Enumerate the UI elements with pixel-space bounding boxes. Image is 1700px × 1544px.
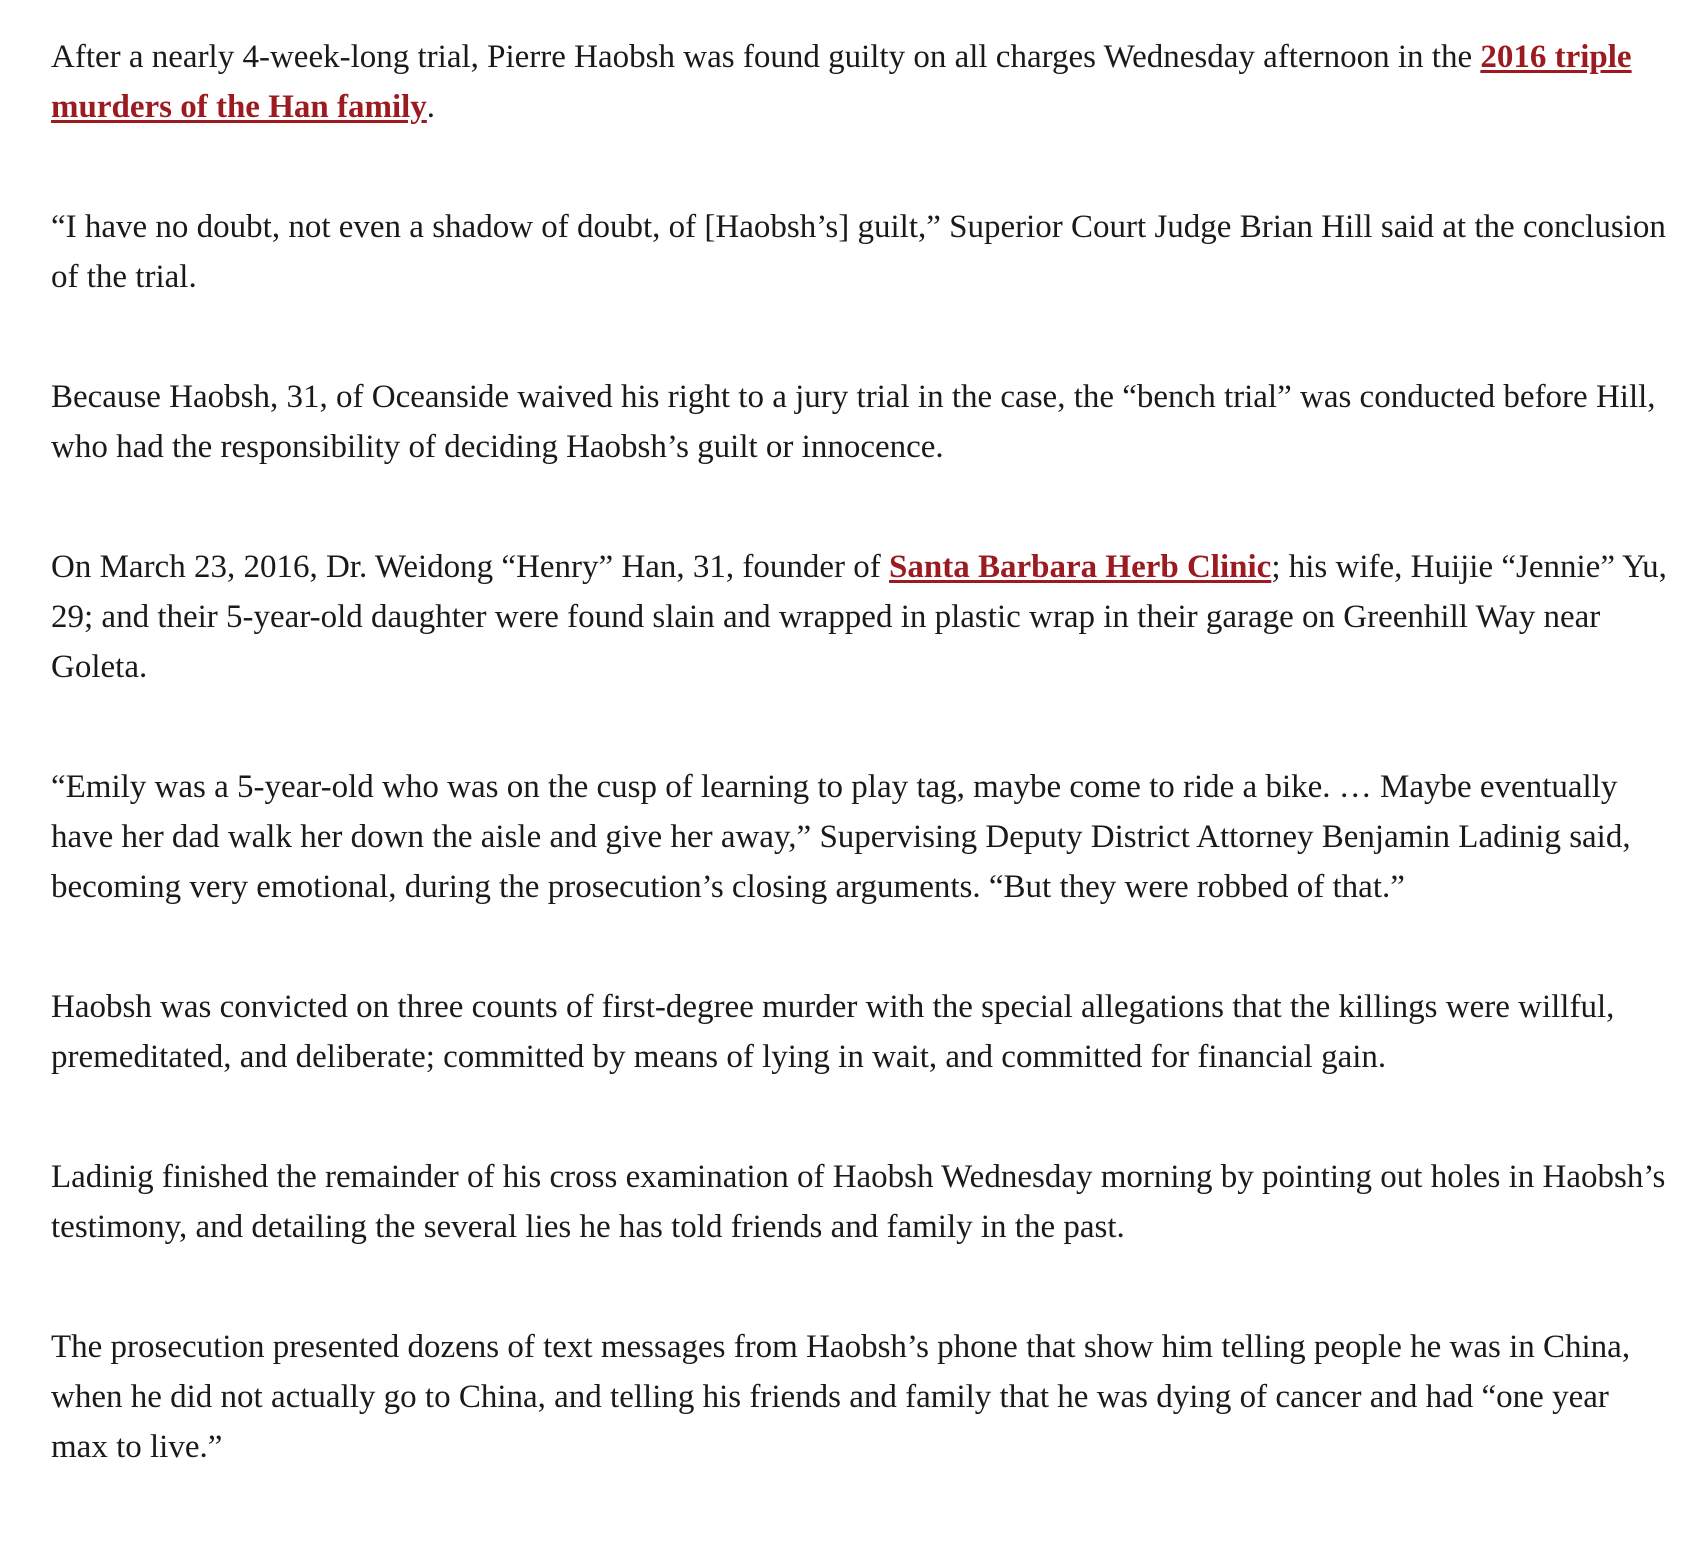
paragraph-bench-trial: Because Haobsh, 31, of Oceanside waived his right to a jury trial in the case, the “bench trial” was conducted before Hill, who had the responsibility of deciding Haobsh’s guilt or innocence.: [51, 379, 1656, 465]
paragraph-prosecutor-quote: “Emily was a 5-year-old who was on the cusp of learning to play tag, maybe come to ride a bike. … Maybe eventually have her dad walk her down the aisle and give her away,” Supervising Deputy District Attorney Benjamin Ladinig said, becoming very emotional, during the prosecution’s closing arguments. “But they were robbed of that.”: [51, 769, 1631, 905]
paragraph-judge-quote: “I have no doubt, not even a shadow of doubt, of [Haobsh’s] guilt,” Superior Court Judge Brian Hill said at the conclusion of the trial.: [51, 209, 1666, 295]
santa-barbara-herb-clinic-link[interactable]: Santa Barbara Herb Clinic: [889, 549, 1272, 585]
paragraph-conviction: Haobsh was convicted on three counts of first-degree murder with the special allegations that the killings were willful, premeditated, and deliberate; committed by means of lying in wait, and committed for financial gain.: [51, 989, 1615, 1075]
paragraph-verdict: [51, 32, 1671, 132]
paragraph-verdict-end: .: [426, 89, 436, 125]
paragraph-victims-end: ; his wife, Huijie “Jennie” Yu, 29; and their 5-year-old daughter were found slain and wrapped in plastic wrap in their garage on Greenhill Way near Goleta.: [51, 549, 1667, 685]
paragraph-verdict-text: After a nearly 4-week-long trial, Pierre Haobsh was found guilty on all charges Wednesday afternoon in the: [51, 39, 1481, 75]
han-family-murders-link[interactable]: 2016 triple murders of the Han family: [51, 39, 1632, 125]
paragraph-victims-text: On March 23, 2016, Dr. Weidong “Henry” Han, 31, founder of: [51, 549, 890, 585]
paragraph-cross-examination: Ladinig finished the remainder of his cross examination of Haobsh Wednesday morning by pointing out holes in Haobsh’s testimony, and detailing the several lies he has told friends and family in the past.: [51, 1159, 1666, 1245]
paragraph-text-messages: The prosecution presented dozens of text messages from Haobsh’s phone that show him telling people he was in China, when he did not actually go to China, and telling his friends and family that he was dying of cancer and had “one year max to live.”: [51, 1329, 1631, 1465]
paragraph-victims: [51, 542, 1671, 692]
article-body: [51, 32, 1671, 1542]
